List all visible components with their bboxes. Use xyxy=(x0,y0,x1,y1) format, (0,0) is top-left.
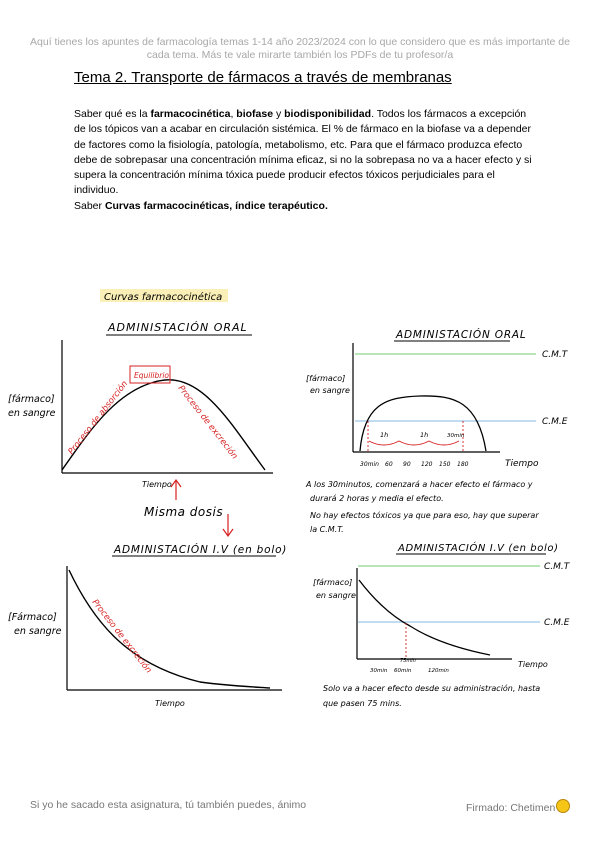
iv-cme-label: C.M.E xyxy=(544,618,570,628)
right-oral-title: ADMINISTACIÓN ORAL xyxy=(396,329,527,341)
footer-signature-text: Firmado: Chetimen xyxy=(466,802,556,814)
download-banner xyxy=(10,36,590,62)
left-iv-title: ADMINISTACIÓN I.V (en bolo) xyxy=(114,544,288,556)
tick-label: 150 xyxy=(439,461,451,468)
note-line-4: la C.M.T. xyxy=(310,525,344,534)
phase-excretion: Proceso de excreción xyxy=(175,383,240,462)
note-line-3: No hay efectos tóxicos ya que para eso, hay que superar xyxy=(310,511,539,520)
banner-line-1: Aquí tienes los apuntes de farmacología temas 1-14 año 2023/2024 con lo que considero que es más importante de xyxy=(30,36,570,48)
tick-label: 90 xyxy=(403,461,411,468)
handwritten-notes xyxy=(0,283,600,723)
left-iv-xlabel: Tiempo xyxy=(155,699,185,708)
smiley-face-icon xyxy=(556,799,570,813)
note-line-1: A los 30minutos, comenzará a hacer efecto el fármaco y xyxy=(306,480,533,489)
tick-label: 180 xyxy=(457,461,469,468)
right-oral-notes xyxy=(305,480,539,534)
right-oral-ticks xyxy=(360,461,469,468)
cme-label: C.M.E xyxy=(542,417,568,427)
iv-tick-mark: 75min xyxy=(400,658,416,664)
iv-phase-excretion: Proceso de excreción xyxy=(89,597,154,676)
interval-3: 30min xyxy=(447,433,465,439)
right-iv-title: ADMINISTACIÓN I.V (en bolo) xyxy=(398,543,559,554)
cmt-label: C.M.T xyxy=(542,350,568,360)
phase-peak: Equilibrio xyxy=(134,371,170,380)
right-iv-curve xyxy=(359,580,490,655)
paragraph-2: Saber Curvas farmacocinéticas, índice terapéutico. xyxy=(74,199,328,212)
left-oral-ylabel-2: en sangre xyxy=(8,408,56,419)
interval-1: 1h xyxy=(380,431,389,439)
phase-absorption: Proceso de absorción xyxy=(66,379,131,457)
note-line-2: durará 2 horas y media el efecto. xyxy=(310,494,444,503)
page-title: Tema 2. Transporte de fármacos a través de membranas xyxy=(74,69,452,86)
right-iv-ylabel-1: [fármaco] xyxy=(313,578,353,587)
right-iv-ylabel-2: en sangre xyxy=(316,591,356,600)
right-iv-xlabel: Tiempo xyxy=(518,660,548,669)
tick-label: 30min xyxy=(370,668,388,674)
paragraph-1: Saber qué es la farmacocinética, biofase y biodisponibilidad. Todos los fármacos a excepción de los tópicos van a acabar en circulación sistémica. El % de fármaco en la biofase va a depender de factores como la fisiología, patología, metabolismo, etc. Para que el fármaco produzca efecto debe de sobrepasar una concentración mínima eficaz, si no la sobrepasa no va a hacer efecto y si supera la concentración mínima tóxica puede producir efectos tóxicos perjudiciales para el individuo. xyxy=(74,108,532,197)
right-oral-xlabel: Tiempo xyxy=(505,459,539,469)
left-iv-ylabel-2: en sangre xyxy=(14,626,62,637)
left-oral-title: ADMINISTACIÓN ORAL xyxy=(108,321,248,334)
banner-line-2: cada tema. Más te vale mirarte también los PDFs de tu profesor/a xyxy=(146,49,454,61)
same-dose-label: Misma dosis xyxy=(144,505,224,519)
footer-encouragement: Si yo he sacado esta asignatura, tú también puedes, ánimo xyxy=(30,799,307,811)
right-notes-panel xyxy=(305,328,571,708)
interval-2: 1h xyxy=(420,431,429,439)
right-oral-curve xyxy=(360,396,486,451)
left-notes-panel xyxy=(0,283,300,720)
footer-signature xyxy=(466,799,570,814)
right-oral-ylabel-1: [fármaco] xyxy=(306,374,346,383)
body-text xyxy=(74,107,536,214)
tick-label: 120 xyxy=(421,461,433,468)
note-line-6: que pasen 75 mins. xyxy=(323,699,402,708)
left-oral-xlabel: Tiempo xyxy=(142,480,172,489)
right-iv-notes xyxy=(323,683,540,708)
tick-label: 60min xyxy=(394,668,412,674)
iv-cmt-label: C.M.T xyxy=(544,562,570,572)
right-oral-ylabel-2: en sangre xyxy=(310,386,350,395)
tick-label: 120min xyxy=(428,668,449,674)
left-iv-ylabel-1: [Fármaco] xyxy=(8,612,57,623)
note-line-5: Solo va a hacer efecto desde su administración, hasta xyxy=(323,684,541,693)
tick-label: 60 xyxy=(385,461,393,468)
tick-label: 30min xyxy=(360,461,379,468)
right-iv-ticks xyxy=(370,668,449,674)
notes-heading: Curvas farmacocinética xyxy=(104,292,223,303)
left-oral-ylabel-1: [fármaco] xyxy=(8,394,55,405)
